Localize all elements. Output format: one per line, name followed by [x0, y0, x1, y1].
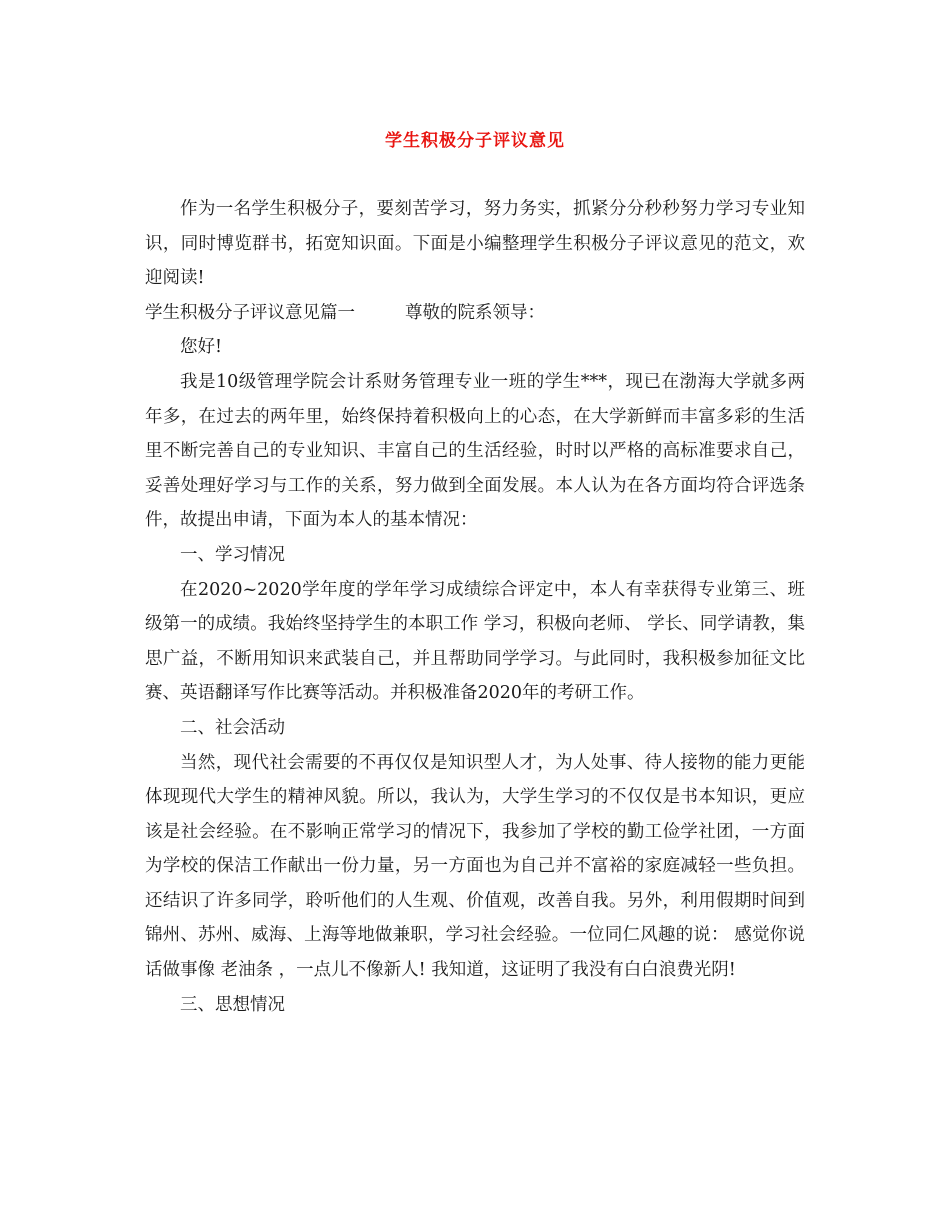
heading-study: 一、学习情况: [180, 544, 285, 565]
document-title: 学生积极分子评议意见: [385, 131, 565, 151]
self-intro-paragraph: 我是10级管理学院会计系财务管理专业一班的学生***，现已在渤海大学就多两年多，在过去的两年里，始终保持着积极向上的心态，在大学新鲜而丰富多彩的生活里不断完善自己的专业知识、丰富自己的生活经验，时时以严格的高标准要求自己，妥善处理好学习与工作的关系，努力做到全面发展。本人认为在各方面均符合评选条件，故提出申请，下面为本人的基本情况：: [145, 371, 805, 531]
heading-thought: 三、思想情况: [180, 994, 285, 1015]
heading-social: 二、社会活动: [180, 717, 285, 738]
salutation: 尊敬的院系领导：: [405, 302, 545, 323]
section-heading-line: [145, 296, 805, 331]
greeting: 您好!: [180, 337, 223, 358]
intro-paragraph: 作为一名学生积极分子，要刻苦学习，努力务实，抓紧分分秒秒努力学习专业知识，同时博览群书，拓宽知识面。下面是小编整理学生积极分子评议意见的范文，欢迎阅读!: [145, 199, 805, 289]
section-heading: 学生积极分子评议意见篇一: [145, 302, 355, 323]
document-body: [145, 192, 805, 1022]
study-paragraph: 在2020~2020学年度的学年学习成绩综合评定中，本人有幸获得专业第三、班级第一的成绩。我始终坚持学生的本职工作 学习，积极向老师、 学长、同学请教，集思广益，不断用知识来武装自己，并且帮助同学学习。与此同时，我积极参加征文比赛、英语翻译写作比赛等活动。并积极准备2020年的考研工作。: [145, 579, 805, 704]
social-paragraph: 当然，现代社会需要的不再仅仅是知识型人才，为人处事、待人接物的能力更能体现现代大学生的精神风貌。所以，我认为，大学生学习的不仅仅是书本知识，更应该是社会经验。在不影响正常学习的情况下，我参加了学校的勤工俭学社团，一方面为学校的保洁工作献出一份力量，另一方面也为自己并不富裕的家庭减轻一些负担。还结识了许多同学，聆听他们的人生观、价值观，改善自我。另外，利用假期时间到锦州、苏州、威海、上海等地做兼职，学习社会经验。一位同仁风趣的说： 感觉你说话做事像 老油条 ，一点儿不像新人! 我知道，这证明了我没有白白浪费光阴!: [145, 752, 805, 981]
